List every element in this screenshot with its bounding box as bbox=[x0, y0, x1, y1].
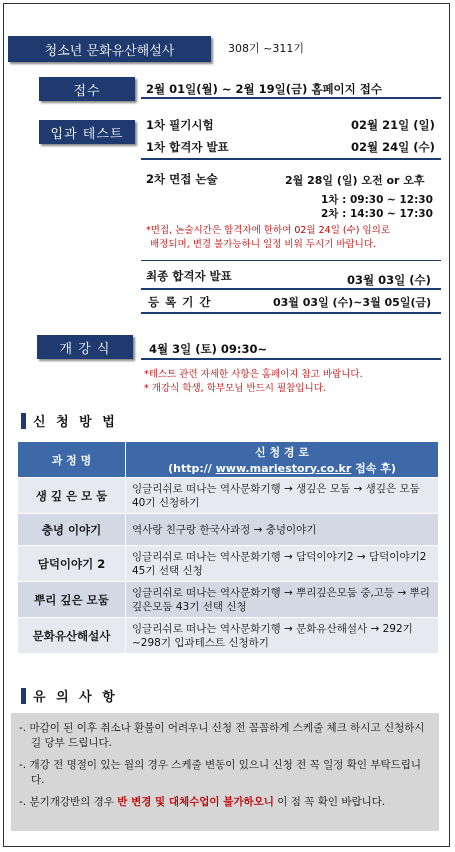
term-range: 308기 ~311기 bbox=[228, 42, 304, 55]
reception-text: 2월 01일(월) ~ 2월 19일(금) 홈페이지 접수 bbox=[146, 82, 382, 96]
interview-date: 2월 28일 (일) 오전 or 오후 bbox=[285, 174, 425, 187]
final-result-name: 최종 합격자 발표 bbox=[146, 269, 232, 283]
url-suffix: 접속 후) bbox=[355, 461, 396, 475]
course-route: 역사랑 친구랑 한국사과정 → 충녕이야기 bbox=[126, 514, 439, 546]
opening-text: 4월 3일 (토) 09:30~ bbox=[149, 342, 268, 356]
table-row bbox=[18, 546, 439, 582]
col-route-sub bbox=[127, 460, 437, 476]
opening-note-1: *테스트 관련 자세한 사항은 홈페이지 참고 바랍니다. bbox=[144, 369, 363, 380]
apply-heading bbox=[21, 411, 118, 430]
divider bbox=[141, 260, 441, 261]
course-route: 잉글리쉬로 떠나는 역사문화기행 → 담덕이야기2 → 담덕이야기2 45기 선택 신청 bbox=[126, 546, 439, 582]
course-route: 잉글리쉬로 떠나는 역사문화기행 → 문화유산해설사 → 292기~298기 입과테스트 신청하기 bbox=[126, 618, 439, 654]
course-route: 잉글리쉬로 떠나는 역사문화기행 → 생깊은 모둠 → 생깊은 모둠 40기 신청하기 bbox=[126, 478, 439, 514]
interview-name: 2차 면접 논술 bbox=[146, 172, 218, 186]
site-link[interactable]: www.mariestory.co.kr bbox=[215, 461, 352, 475]
course-name: 생 깊 은 모 둠 bbox=[18, 478, 126, 514]
written-test-name: 1차 필기시험 bbox=[146, 118, 214, 132]
divider bbox=[141, 97, 441, 99]
interview-slot-2: 2차 : 14:30 ~ 17:30 bbox=[321, 208, 433, 220]
opening-label: 개 강 식 bbox=[37, 335, 133, 359]
final-result-date: 03월 03일 (수) bbox=[347, 273, 431, 287]
written-result-name: 1차 합격자 발표 bbox=[146, 140, 229, 154]
course-name: 충녕 이야기 bbox=[18, 514, 126, 546]
notice-item-3 bbox=[19, 795, 433, 810]
written-test-date: 02월 21일 (일) bbox=[351, 118, 435, 132]
table-header-row bbox=[18, 442, 439, 478]
table-row bbox=[18, 514, 439, 546]
notice-item-3-post: 이 점 꼭 확인 바랍니다. bbox=[273, 796, 386, 808]
course-name: 담덕이야기 2 bbox=[18, 546, 126, 582]
url-prefix: (http:// bbox=[168, 461, 212, 475]
notice-box bbox=[11, 713, 439, 831]
notice-item-2: -. 개강 전 명절이 있는 월의 경우 스케줄 변동이 있으니 신청 전 꼭 일정 확인 부탁드립니다. bbox=[19, 759, 422, 786]
table-row bbox=[18, 582, 439, 618]
reception-label: 접수 bbox=[39, 77, 135, 101]
divider bbox=[141, 312, 441, 314]
table-row bbox=[18, 478, 439, 514]
apply-heading-text: 신 청 방 법 bbox=[33, 415, 118, 430]
notice-item-3-emphasis: 반 변경 및 대체수업이 불가하오니 bbox=[117, 796, 274, 808]
registration-date: 03월 03일 (수)~3월 05일(금) bbox=[273, 296, 432, 309]
course-route: 잉글리쉬로 떠나는 역사문화기행 → 뿌리깊은모둠 중,고등 → 뿌리깊은모둠 43기 선택 신청 bbox=[126, 582, 439, 618]
divider bbox=[141, 358, 441, 360]
divider bbox=[141, 158, 441, 160]
opening-note-2: * 개강식 학생, 학부모님 반드시 필참입니다. bbox=[144, 383, 326, 394]
interview-note-1: *면접, 논술시간은 합격자에 한하여 02월 24일 (수) 임의로 bbox=[146, 225, 391, 236]
col-course-name: 과 정 명 bbox=[18, 442, 126, 478]
table-row bbox=[18, 618, 439, 654]
course-name: 뿌리 깊은 모둠 bbox=[18, 582, 126, 618]
registration-name: 등 록 기 간 bbox=[148, 295, 212, 309]
test-label: 입과 테스트 bbox=[39, 120, 135, 144]
page-title: 청소년 문화유산해설사 bbox=[8, 36, 211, 62]
notice-heading-text: 유 의 사 항 bbox=[33, 690, 118, 705]
col-route bbox=[126, 442, 439, 478]
notice-item-1: -. 마감이 된 이후 취소나 환불이 어려우니 신청 전 꼼꼼하게 스케줄 체크 하시고 신청하시길 당부 드립니다. bbox=[19, 722, 425, 749]
interview-note-2: 배정되며, 변경 불가능하니 일정 비워 두시기 바랍니다. bbox=[150, 239, 377, 250]
divider bbox=[141, 288, 441, 290]
notice-heading bbox=[21, 686, 118, 705]
notice-item-3-pre: -. 분기개강반의 경우 bbox=[19, 796, 118, 808]
interview-slot-1: 1차 : 09:30 ~ 12:30 bbox=[321, 194, 433, 206]
heading-bar bbox=[21, 688, 26, 704]
heading-bar bbox=[21, 413, 26, 429]
registration-table bbox=[17, 441, 439, 654]
written-result-date: 02월 24일 (수) bbox=[351, 140, 435, 154]
col-route-title: 신 청 경 로 bbox=[255, 445, 309, 459]
course-name: 문화유산해설사 bbox=[18, 618, 126, 654]
